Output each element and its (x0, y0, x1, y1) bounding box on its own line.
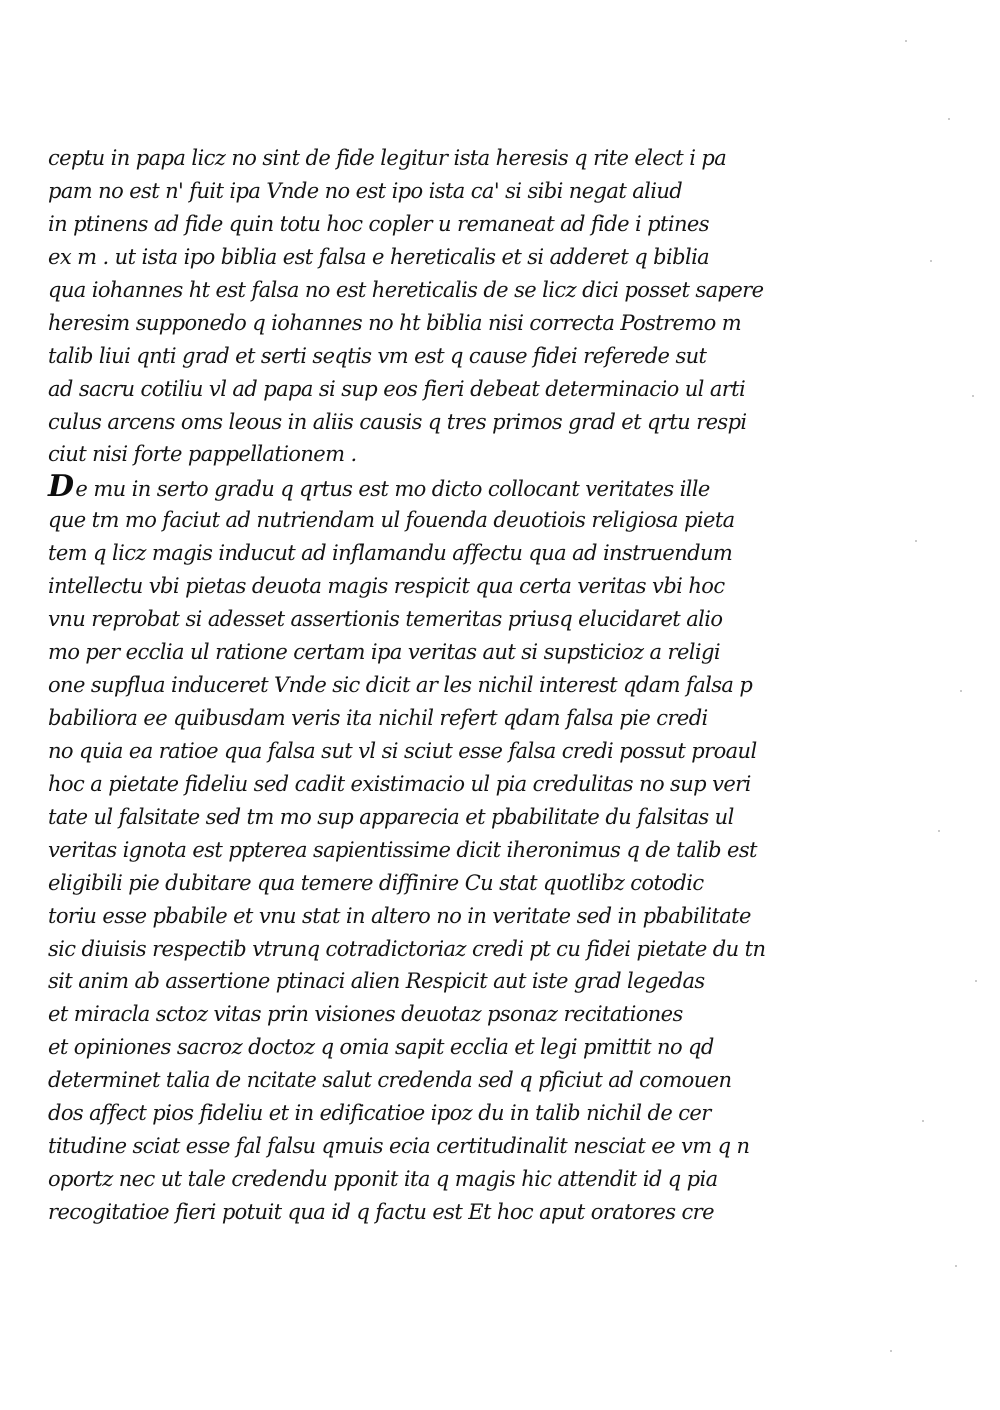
manuscript-line: sic diuisis respectib vtrunq cotradictoriaz credi pt cu fidei pietate du tn (48, 936, 766, 961)
manuscript-line: ex m . ut ista ipo biblia est falsa e hereticalis et si adderet q biblia (48, 244, 710, 269)
manuscript-line: hoc a pietate fideliu sed cadit existimacio ul pia credulitas no sup veri (48, 771, 751, 796)
decorated-initial: D (48, 469, 74, 505)
manuscript-line: que tm mo faciut ad nutriendam ul fouenda deuotiois religiosa pieta (48, 508, 735, 533)
manuscript-line: oportz nec ut tale credendu pponit ita q magis hic attendit id q pia (48, 1167, 718, 1192)
manuscript-line: titudine sciat esse fal falsu qmuis ecia certitudinalit nesciat ee vm q n (48, 1134, 750, 1159)
manuscript-line: in ptinens ad fide quin totu hoc copler u remaneat ad fide i ptines (48, 211, 709, 236)
manuscript-line: culus arcens oms leous in aliis causis q tres primos grad et qrtu respi (48, 409, 747, 434)
manuscript-line: et miracla sctoz vitas prin visiones deuotaz psonaz recitationes (48, 1002, 683, 1027)
scan-speckle (922, 1120, 924, 1122)
manuscript-line: dos affect pios fideliu et in edificatioe ipoz du in talib nichil de cer (48, 1101, 711, 1126)
manuscript-line: toriu esse pbabile et vnu stat in altero no in veritate sed in pbabilitate (48, 903, 751, 928)
scan-speckle (938, 830, 940, 832)
scan-speckle (930, 260, 932, 262)
manuscript-line: eligibili pie dubitare qua temere diffinire Cu stat quotlibz cotodic (48, 870, 704, 895)
scan-speckle (890, 1350, 892, 1352)
manuscript-line: one supflua induceret Vnde sic dicit ar les nichil interest qdam falsa p (48, 673, 753, 697)
scan-speckle (975, 980, 977, 982)
scan-speckle (972, 395, 974, 397)
manuscript-line: veritas ignota est ppterea sapientissime dicit iheronimus q de talib est (48, 837, 757, 862)
manuscript-line: sit anim ab assertione ptinaci alien Respicit aut iste grad legedas (48, 969, 705, 994)
manuscript-line: ad sacru cotiliu vl ad papa si sup eos fieri debeat determinacio ul arti (48, 376, 746, 401)
scan-speckle (948, 118, 950, 120)
manuscript-line: intellectu vbi pietas deuota magis respicit qua certa veritas vbi hoc (48, 574, 725, 599)
manuscript-line: no quia ea ratioe qua falsa sut vl si sciut esse falsa credi possut proaul (48, 738, 757, 763)
manuscript-line: determinet talia de ncitate salut credenda sed q pficiut ad comouen (48, 1068, 732, 1093)
scan-speckle (905, 40, 907, 42)
scan-speckle (960, 690, 962, 692)
manuscript-line: ceptu in papa licz no sint de fide legitur ista heresis q rite elect i pa (48, 146, 727, 170)
manuscript-line: ciut nisi forte pappellationem . (48, 442, 357, 467)
manuscript-line-text: e mu in serto gradu q qrtus est mo dicto collocant veritates ille (75, 477, 710, 502)
manuscript-line: babiliora ee quibusdam veris ita nichil refert qdam falsa pie credi (48, 705, 708, 730)
manuscript-line: talib liui qnti grad et serti seqtis vm est q cause fidei referede sut (48, 343, 707, 368)
manuscript-line: mo per ecclia ul ratione certam ipa veritas aut si supsticioz a religi (48, 640, 721, 665)
manuscript-line-with-initial (48, 471, 778, 504)
manuscript-line: qua iohannes ht est falsa no est hereticalis de se licz dici posset sapere (48, 277, 764, 302)
manuscript-line: tem q licz magis inducut ad inflamandu affectu qua ad instruendum (48, 541, 733, 566)
manuscript-line: et opiniones sacroz doctoz q omia sapit ecclia et legi pmittit no qd (48, 1035, 714, 1060)
scan-speckle (955, 1265, 957, 1267)
manuscript-text-block (48, 142, 778, 1229)
manuscript-line: pam no est n' fuit ipa Vnde no est ipo ista ca' si sibi negat aliud (48, 178, 683, 203)
manuscript-line: recogitatioe fieri potuit qua id q factu est Et hoc aput oratores cre (48, 1200, 714, 1224)
manuscript-line: vnu reprobat si adesset assertionis temeritas priusq elucidaret alio (48, 607, 723, 632)
manuscript-line: heresim supponedo q iohannes no ht biblia nisi correcta Postremo m (48, 310, 742, 335)
scan-speckle (915, 540, 917, 542)
manuscript-line: tate ul falsitate sed tm mo sup apparecia et pbabilitate du falsitas ul (48, 804, 734, 829)
